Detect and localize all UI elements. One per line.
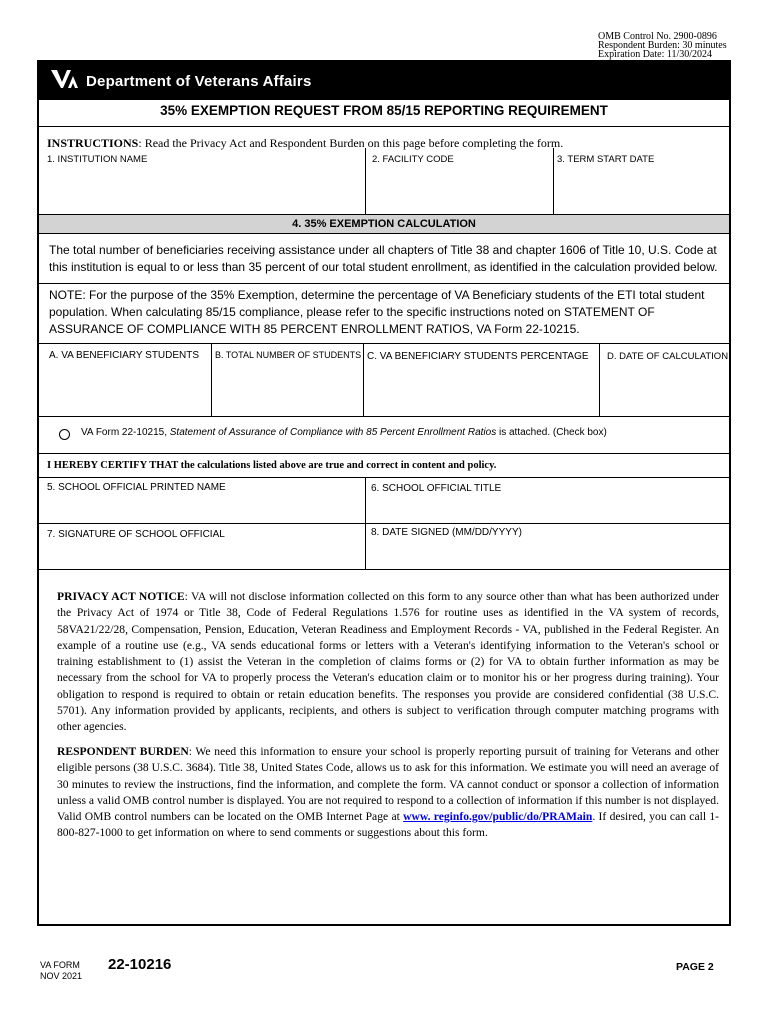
beneficiary-students-label: A. VA BENEFICIARY STUDENTS — [49, 350, 200, 361]
calculation-date-label: D. DATE OF CALCULATION — [607, 351, 729, 362]
footer-form-number: 22-10216 — [108, 956, 172, 973]
section-4-heading: 4. 35% EXEMPTION CALCULATION — [39, 214, 729, 234]
department-name: Department of Veterans Affairs — [86, 73, 312, 90]
respondent-burden-time: Respondent Burden: 30 minutes — [598, 40, 727, 51]
attachment-label: VA Form 22-10215, Statement of Assurance of Compliance with 85 Percent Enrollment Ratios is attached. (Check box) — [81, 427, 607, 438]
privacy-act-notice: PRIVACY ACT NOTICE: VA will not disclose information collected on this form to any source other than what has been authorized under the Privacy Act of 1974 or Title 38, Code of Federal Regulations 1.576 for routine uses as identified in the VA system of records, 58VA21/22/28, Compensation, Pension, Education, Veteran Readiness and Employment Records - VA, published in the Federal Register. An example of a routine use (e.g., VA sends educational forms or letters with a Veteran's identifying information to the Veteran's school or training establishment to (1) assist the Veteran in the completion of claims forms or (2) for VA to obtain further information as may be necessary from the school for VA to properly process the Veteran's education claim or to monitor his or her progress during training). Your obligation to respond is required to obtain or retain education benefits. The responses you provide are considered confidential (38 U.S.C. 5701). Any information provided by applicants, recipients, and others is subject to verification through computer matching programs with other agencies. — [57, 590, 719, 734]
form-header — [39, 62, 729, 100]
total-students-label: B. TOTAL NUMBER OF STUDENTS — [215, 350, 362, 360]
date-signed-field[interactable] — [366, 525, 729, 569]
beneficiary-percentage-label: C. VA BENEFICIARY STUDENTS PERCENTAGE — [367, 351, 589, 362]
pra-link[interactable]: www. reginfo.gov/public/do/PRAMain — [403, 810, 593, 824]
total-students-field[interactable] — [212, 346, 363, 416]
respondent-burden-notice: RESPONDENT BURDEN: We need this information to ensure your school is properly reporting pursuit of training for Veterans and other eligible persons (38 U.S.C. 3684). Title 38, United States Code, allows us to ask for this information. We estimate you will need an average of 30 minutes to review the instructions, find the information, and complete the form. VA cannot conduct or sponsor a collection of information unless a valid OMB control number is displayed. You are not required to respond to a collection of information if this number is not displayed. Valid OMB control numbers can be located on the OMB Internet Page at www. reginfo.gov/public/do/PRAMain. If desired, you can call 1-800-827-1000 to get information on where to send comments or suggestions about this form. — [57, 745, 719, 840]
signature-field[interactable] — [39, 525, 365, 569]
certification-statement: I HEREBY CERTIFY THAT the calculations listed above are true and correct in content and policy. — [47, 460, 497, 471]
footer-va-form: VA FORM — [40, 960, 80, 970]
beneficiary-percentage-field[interactable] — [364, 346, 599, 416]
date-signed-label: 8. DATE SIGNED (MM/DD/YYYY) — [371, 527, 522, 538]
official-name-label: 5. SCHOOL OFFICIAL PRINTED NAME — [47, 482, 226, 493]
omb-control-number: OMB Control No. 2900-0896 — [598, 31, 717, 42]
institution-name-field[interactable] — [39, 152, 365, 212]
va-logo-icon — [49, 67, 79, 91]
footer-date: NOV 2021 — [40, 971, 83, 981]
exemption-note: NOTE: For the purpose of the 35% Exemption, determine the percentage of VA Beneficiary students of the ETI total student population. When calculating 85/15 compliance, please refer to the specific instructions noted on STATEMENT OF ASSURANCE OF COMPLIANCE WITH 85 PERCENT ENROLLMENT RATIOS, VA Form 22-10215. — [49, 288, 705, 336]
attachment-checkbox[interactable] — [59, 429, 70, 440]
calculation-date-field[interactable] — [600, 346, 729, 416]
beneficiary-students-field[interactable] — [39, 346, 211, 416]
footer-form-info — [40, 960, 82, 982]
expiration-date: Expiration Date: 11/30/2024 — [598, 49, 713, 60]
official-title-field[interactable] — [366, 479, 729, 523]
form-page — [37, 60, 731, 926]
footer-page-number: PAGE 2 — [676, 961, 714, 973]
exemption-statement: The total number of beneficiaries receiving assistance under all chapters of Title 38 and chapter 1606 of Title 10, U.S. Code at this institution is equal to or less than 35 percent of our total student enrollment, as identified in the calculation provided below. — [49, 243, 718, 274]
facility-code-label: 2. FACILITY CODE — [372, 154, 454, 165]
facility-code-field[interactable] — [366, 152, 553, 212]
institution-name-label: 1. INSTITUTION NAME — [47, 154, 148, 165]
term-start-date-field[interactable] — [554, 152, 729, 212]
official-name-field[interactable] — [39, 479, 365, 523]
signature-label: 7. SIGNATURE OF SCHOOL OFFICIAL — [47, 529, 225, 540]
instructions: INSTRUCTIONS: Read the Privacy Act and Respondent Burden on this page before completing the form. — [47, 136, 564, 150]
official-title-label: 6. SCHOOL OFFICIAL TITLE — [371, 483, 502, 494]
form-title: 35% EXEMPTION REQUEST FROM 85/15 REPORTING REQUIREMENT — [160, 103, 608, 118]
omb-info — [598, 32, 727, 59]
term-start-date-label: 3. TERM START DATE — [557, 154, 655, 165]
